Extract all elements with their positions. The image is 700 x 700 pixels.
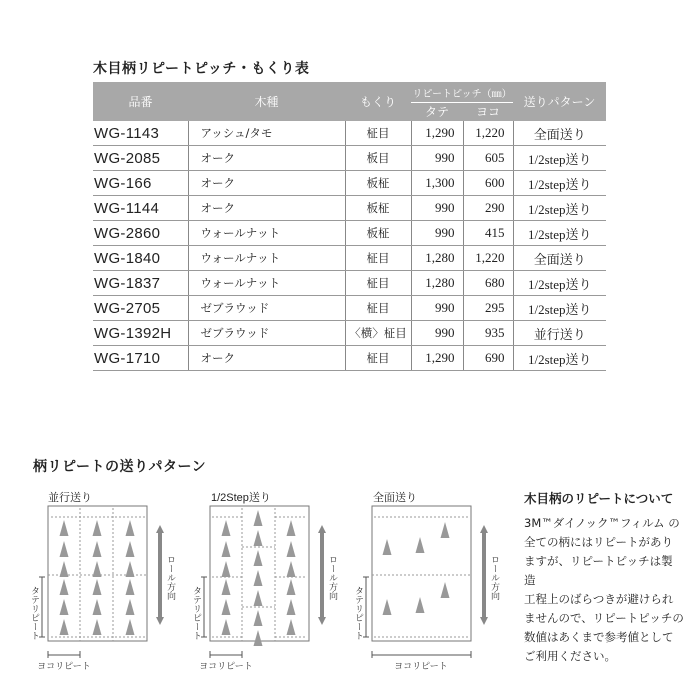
- tate-repeat-label: タテリピート: [191, 586, 201, 640]
- roll-arrow-head: [318, 617, 326, 625]
- cell-send: 1/2step送り: [513, 196, 606, 221]
- yoko-repeat-label: ヨコリピート: [199, 662, 253, 672]
- about-line: 3M™ダイノック™フィルム の: [524, 516, 680, 530]
- roll-arrow-shaft: [158, 533, 162, 617]
- parallel-diagram: [29, 506, 176, 672]
- halfstep-diagram: [191, 506, 338, 672]
- roll-arrow-head: [480, 525, 488, 533]
- cell-wood: アッシュ/タモ: [188, 121, 345, 146]
- header-tate: タテ: [411, 102, 463, 121]
- cell-grain: 〈横〉柾目: [345, 321, 411, 346]
- cell-tate: 1,300: [411, 171, 463, 196]
- about-text: [524, 514, 684, 666]
- yoko-repeat-label: ヨコリピート: [37, 662, 91, 672]
- cell-send: 1/2step送り: [513, 171, 606, 196]
- cell-yoko: 1,220: [463, 121, 513, 146]
- about-line: ませんので、リピートピッチの: [524, 611, 684, 625]
- cell-tate: 990: [411, 146, 463, 171]
- cell-grain: 柾目: [345, 296, 411, 321]
- cell-yoko: 295: [463, 296, 513, 321]
- cell-tate: 1,280: [411, 271, 463, 296]
- cell-tate: 990: [411, 221, 463, 246]
- diagram-label-full: 全面送り: [373, 492, 417, 504]
- cell-send: 全面送り: [513, 121, 606, 146]
- cell-tate: 1,290: [411, 346, 463, 371]
- tate-repeat-label: タテリピート: [353, 586, 363, 640]
- cell-grain: 柾目: [345, 271, 411, 296]
- cell-grain: 柾目: [345, 346, 411, 371]
- cell-code: WG-2085: [93, 146, 188, 171]
- roll-direction-label: ロール方向: [165, 555, 175, 600]
- cell-send: 1/2step送り: [513, 271, 606, 296]
- cell-tate: 1,280: [411, 246, 463, 271]
- cell-wood: ウォールナット: [188, 221, 345, 246]
- roll-direction-label: ロール方向: [327, 555, 337, 600]
- cell-yoko: 690: [463, 346, 513, 371]
- cell-send: 1/2step送り: [513, 346, 606, 371]
- cell-yoko: 680: [463, 271, 513, 296]
- header-send: 送りパターン: [513, 82, 606, 121]
- roll-arrow-head: [480, 617, 488, 625]
- cell-code: WG-1837: [93, 271, 188, 296]
- header-yoko: ヨコ: [463, 102, 513, 121]
- cell-grain: 板柾: [345, 171, 411, 196]
- cell-tate: 1,290: [411, 121, 463, 146]
- tate-repeat-label: タテリピート: [29, 586, 39, 640]
- cell-code: WG-1710: [93, 346, 188, 371]
- cell-code: WG-166: [93, 171, 188, 196]
- about-line: 工程上のばらつきが避けられ: [524, 592, 674, 606]
- cell-code: WG-1143: [93, 121, 188, 146]
- header-grain: もくり: [345, 82, 411, 121]
- cell-code: WG-2860: [93, 221, 188, 246]
- cell-wood: ウォールナット: [188, 246, 345, 271]
- header-code: 品番: [93, 82, 188, 121]
- cell-wood: オーク: [188, 346, 345, 371]
- film-frame: [372, 506, 471, 641]
- cell-wood: オーク: [188, 146, 345, 171]
- cell-grain: 板目: [345, 146, 411, 171]
- about-line: ますが、リピートピッチは製造: [524, 554, 673, 587]
- cell-grain: 柾目: [345, 121, 411, 146]
- cell-tate: 990: [411, 196, 463, 221]
- cell-wood: オーク: [188, 171, 345, 196]
- cell-wood: ゼブラウッド: [188, 296, 345, 321]
- cell-grain: 柾目: [345, 246, 411, 271]
- cell-send: 全面送り: [513, 246, 606, 271]
- roll-arrow-shaft: [320, 533, 324, 617]
- cell-wood: オーク: [188, 196, 345, 221]
- table-title: 木目柄リピートピッチ・もくり表: [93, 61, 310, 77]
- cell-code: WG-1840: [93, 246, 188, 271]
- cell-yoko: 1,220: [463, 246, 513, 271]
- diagram-label-parallel: 並行送り: [48, 492, 92, 504]
- roll-arrow-head: [156, 525, 164, 533]
- cell-yoko: 605: [463, 146, 513, 171]
- about-line: 数値はあくまで参考値として: [524, 630, 674, 644]
- yoko-repeat-label: ヨコリピート: [394, 662, 448, 672]
- cell-yoko: 415: [463, 221, 513, 246]
- cell-wood: ウォールナット: [188, 271, 345, 296]
- cell-send: 並行送り: [513, 321, 606, 346]
- header-pitch: リピートピッチ（㎜）: [411, 82, 513, 102]
- header-wood: 木種: [188, 82, 345, 121]
- cell-tate: 990: [411, 321, 463, 346]
- about-line: 全ての柄にはリピートがあり: [524, 535, 674, 549]
- cell-tate: 990: [411, 296, 463, 321]
- cell-wood: ゼブラウッド: [188, 321, 345, 346]
- pattern-section-title: 柄リピートの送りパターン: [33, 459, 207, 475]
- about-line: ご利用ください。: [524, 649, 616, 663]
- cell-yoko: 935: [463, 321, 513, 346]
- diagram-label-halfstep: 1/2Step送り: [211, 492, 271, 504]
- cell-send: 1/2step送り: [513, 296, 606, 321]
- cell-code: WG-2705: [93, 296, 188, 321]
- roll-arrow-head: [156, 617, 164, 625]
- cell-send: 1/2step送り: [513, 221, 606, 246]
- cell-yoko: 600: [463, 171, 513, 196]
- cell-grain: 板柾: [345, 196, 411, 221]
- full-diagram: [353, 506, 500, 672]
- cell-code: WG-1144: [93, 196, 188, 221]
- roll-arrow-head: [318, 525, 326, 533]
- cell-yoko: 290: [463, 196, 513, 221]
- cell-send: 1/2step送り: [513, 146, 606, 171]
- roll-arrow-shaft: [482, 533, 486, 617]
- cell-grain: 板柾: [345, 221, 411, 246]
- cell-code: WG-1392H: [93, 321, 188, 346]
- about-title: 木目柄のリピートについて: [524, 491, 674, 506]
- roll-direction-label: ロール方向: [489, 555, 499, 600]
